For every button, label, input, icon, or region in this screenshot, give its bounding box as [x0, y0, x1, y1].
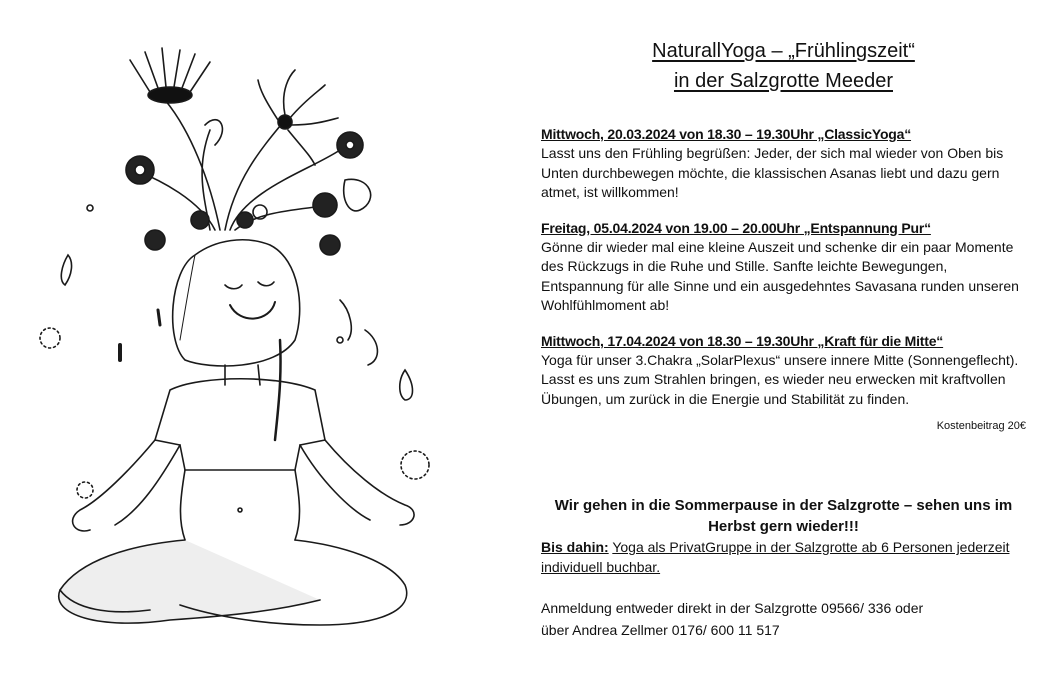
- event-classic-yoga: [541, 125, 1026, 203]
- title-line-1: NaturallYoga – „Frühlingszeit“: [652, 40, 915, 62]
- until-then-text: Yoga als PrivatGruppe in der Salzgrotte ab 6 Personen jederzeit individuell buchbar.: [541, 539, 1010, 575]
- event-kraft-fuer-die-mitte: [541, 332, 1026, 410]
- private-group-note: [541, 537, 1026, 577]
- event-description: Lasst uns den Frühling begrüßen: Jeder, der sich mal wieder von Oben bis Unten durchbewegen möchte, die klassischen Asanas liebt und dazu gern atmet, ist willkommen!: [541, 145, 1004, 200]
- flyer-title: [541, 36, 1026, 96]
- price-note: Kostenbeitrag 20€: [936, 420, 1026, 432]
- contact-line-1: Anmeldung entweder direkt in der Salzgrotte 09566/ 336 oder: [541, 600, 924, 616]
- event-description: Gönne dir wieder mal eine kleine Auszeit und schenke dir ein paar Momente des Rückzugs in die Ruhe und Stille. Sanfte leichte Bewegungen, Entspannung für alle Sinne und ein ausgedehntes Savasana runden unseren Wohlfühlmoment ab!: [541, 238, 1019, 313]
- flyer-content: [541, 36, 1026, 641]
- event-heading: Mittwoch, 17.04.2024 von 18.30 – 19.30Uhr „Kraft für die Mitte“: [541, 332, 944, 349]
- summer-break-notice: Wir gehen in die Sommerpause in der Salzgrotte – sehen uns im Herbst gern wieder!!!: [554, 497, 1013, 535]
- decorative-leaves: [40, 205, 429, 498]
- flower-bouquet: [126, 48, 371, 255]
- event-heading: Mittwoch, 20.03.2024 von 18.30 – 19.30Uhr „ClassicYoga“: [541, 126, 912, 142]
- event-heading: Freitag, 05.04.2024 von 19.00 – 20.00Uhr „Entspannung Pur“: [541, 219, 931, 236]
- figure: [59, 240, 414, 625]
- meditating-woman-illustration: [20, 40, 450, 670]
- event-description: Yoga für unser 3.Chakra „SolarPlexus“ unsere innere Mitte (Sonnengeflecht). Lasst es uns zum Strahlen bringen, es wieder neu erwecken mit kraftvollen Übungen, um zurück in die Energie und Stabilität zu finden.: [541, 351, 1019, 407]
- until-then-label: Bis dahin:: [541, 539, 609, 555]
- contact-line-2: über Andrea Zellmer 0176/ 600 11 517: [541, 622, 780, 638]
- contact-info: [541, 597, 1026, 641]
- title-line-2: in der Salzgrotte Meeder: [673, 70, 893, 92]
- event-entspannung-pur: [541, 219, 1026, 316]
